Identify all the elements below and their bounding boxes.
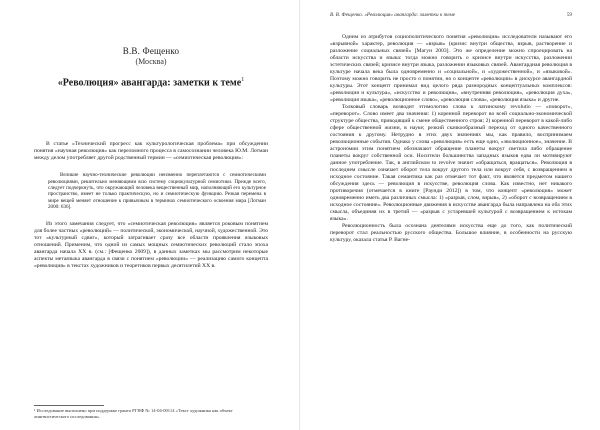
author-name: В.В. Фещенко: [122, 46, 180, 56]
paragraph: Толковый словарь возводит этимологию слова к латинскому revolutio — «поворот», «переворот». Слово имеет два значения: 1) коренной переворот во всей социально-экономической структуре общества, приводящий к смене общественного строя; 2) коренной переворот в какой-либо сфере общественной жизни, в науке; резкий скачкообразный переход от одного качественного состояния к другому. Нетрудно в этих двух значениях мы, как правило, воспринимаем революционные события. Однако у слова «революция» есть еще одно, «эволюционное», значение. В астрономии этим понятием обозначают обращение планеты вокруг светила либо обращение планеты вокруг собственной оси. Носители большинства западных языков едва ли мотивируют данное употребление. Так, в английском to revolve значит «обращаться, вращаться». Революция в последнем смысле означает оборот тела вокруг другого тела или вокруг себя, с возвращением в исходное состояние. Такая семантика как раз отмечает тот факт, что является предметом нашего обсуждения здесь — революция в искусстве, революция слова. Как известно, нет никакого противоречия (отмечается в книге [Раунди 2012]) в том, что концепт «революция» может одновременно иметь два различных смысла: 1) «разрыв, слом, взрыв», 2) «оборот с возвращением в исходное состояние». Революционные движения в искусстве авангарда была направлена на оба этих смысла, объединяя их в третий — «разрыв с устаревшей культурой с возвращением к истокам языка».: [330, 104, 572, 222]
page-number: 59: [566, 12, 572, 18]
body-paragraph-text: Из этого замечания следует, что «семиотическая революция» является роковым понятием для более частных «революций» — политической, экономической, научной, художественной. Это тот «культурный сдвиг», который затрагивает сразу все области проявления языковых отношений. Применим, что одной из самых мощных семиотических революций стало эпоха авангарда начала XX в. (см.: [Фещенко 2009]), в данных заметках мы рассмотрим некоторые аспекты метаязыка авангарда в связи с понятием «революции» — реализацию самого концепта «революция» в текстах художников и теоретиков первых десятилетий XX в.: [34, 221, 268, 270]
running-head: [330, 12, 572, 18]
article-title-text: «Революция» авангарда: заметки к теме: [57, 77, 242, 89]
footnote: ¹ Исследование выполнено при поддержке гранта РГНФ № 14-04-00114 «Текст художника как объект лингвистического исследования».: [34, 408, 233, 419]
author-affiliation: (Москва): [135, 57, 167, 66]
body-paragraph: [34, 221, 268, 270]
footnote-rule: [34, 405, 104, 406]
paragraph: Революционность была осознана деятелями искусства еще до того, как политический переворот стал реальностью русского общества. Большое влияние, в особенности на русскую культуру, оказала статья Р. Вагне-: [330, 223, 572, 243]
right-page: [300, 0, 600, 430]
running-head-text: В. В. Фещенко. «Революция» авангарда: заметки к теме: [330, 12, 456, 18]
lead-paragraph: [34, 141, 268, 162]
right-body: [330, 34, 572, 244]
block-quote: Великие научно-технические революции неизменно переплетаются с семиотическими революциями, решительно меняющими всю систему социокультурной семиотики. Прежде всего, следует подчеркнуть, что окружающий человека вещественный мир, наполняющий его культурное пространство, имеет не только практическую, но и семиотическую функцию. Резкая перемена в мире вещей меняет отношение к привычным в терминах семиотического освоения мира [Лотман 2000: 636].: [48, 172, 266, 210]
lead-paragraph-text: В статье «Технический прогресс как культурологическая проблема» при обсуждении понятия «научная революция» как переломного процесса в самосознании человека Ю.М. Лотман между делом употребляет другой родственный термин — «семиотическая революция»:: [34, 141, 268, 162]
title-footnote-mark: 1: [241, 77, 245, 83]
article-title: [34, 77, 268, 88]
paragraph: Одним из атрибутов социополитического понятия «революция» исследователи называют его «взрывной» характер, революция — «взрыв» (кризис внутри общества, взрыв, растворение и разложение социальных связей» [Магун 2003]. Это же определение можно спроецировать на области искусства и языка: тогда можно говорить о кризисе внутри искусства, разложении эстетических связей; кризисе внутри языка, разложении языковых связей. Авангардная революция в культуре начала века была одновременно и «социальной», и «художественной», и «языковой». Поэтому можно говорить не просто о понятии, но о концепте «революции» в дискурсе авангардной культуры. Этот концепт принимал вид целого ряда разнородных концептуальных комплексов: «революция и культура», «искусство и революция», «внутренняя революция», «революция духа», «революция языка», «революционное слово», «революция слова», «революция языка» и другие.: [330, 34, 572, 103]
